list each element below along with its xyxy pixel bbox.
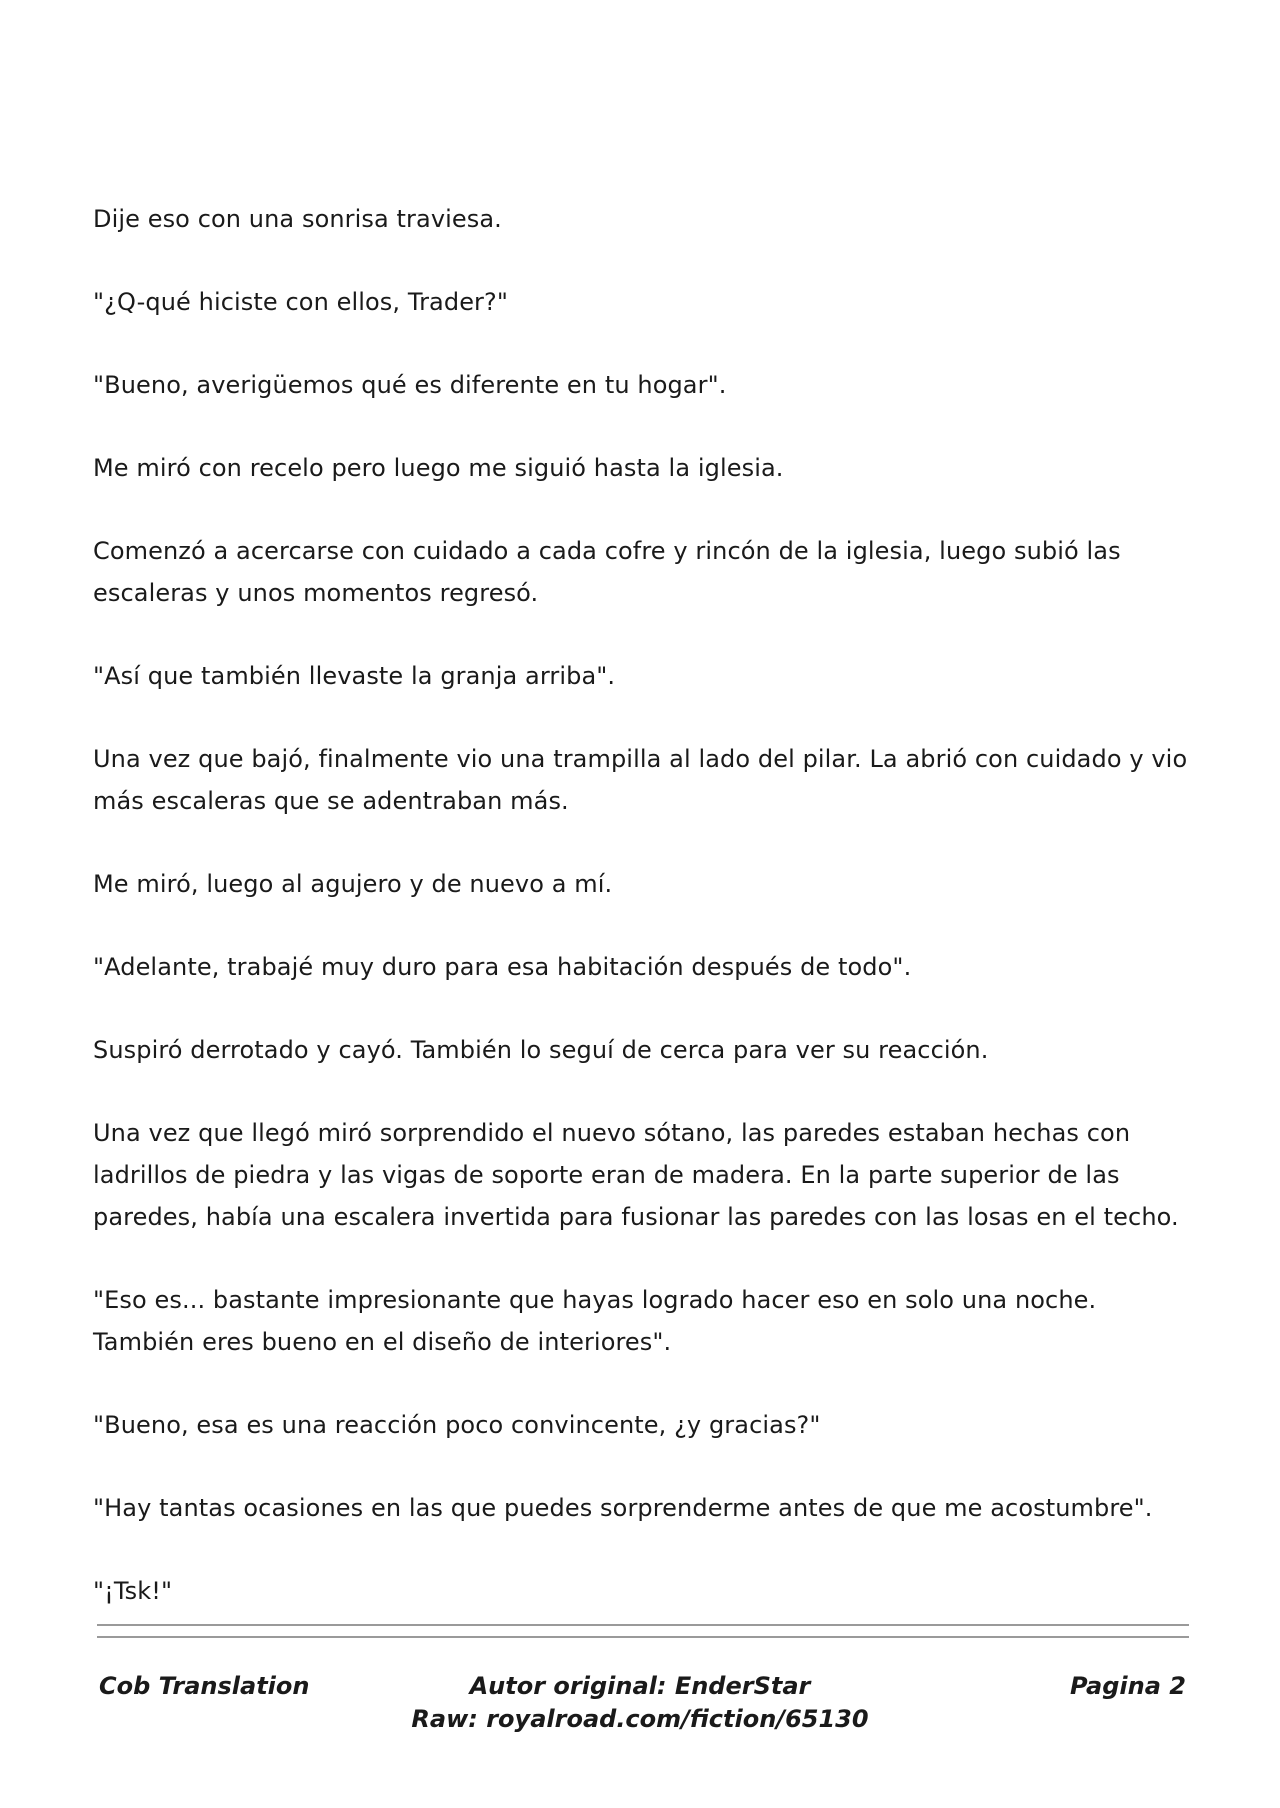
paragraph: "Así que también llevaste la granja arriba".: [93, 662, 616, 690]
paragraph: Comenzó a acercarse con cuidado a cada cofre y rincón de la iglesia, luego subió las escaleras y unos momentos regresó.: [93, 537, 1121, 607]
footer-translator: Cob Translation: [99, 1672, 310, 1700]
paragraph: Suspiró derrotado y cayó. También lo seguí de cerca para ver su reacción.: [93, 1036, 989, 1064]
paragraph: "¡Tsk!": [93, 1577, 173, 1605]
paragraph: "Adelante, trabajé muy duro para esa habitación después de todo".: [93, 953, 912, 981]
footer-author: Autor original: EnderStar: [469, 1672, 811, 1700]
paragraph: "Eso es... bastante impresionante que hayas logrado hacer eso en solo una noche. También eres bueno en el diseño de interiores".: [93, 1286, 1097, 1356]
paragraph: "Hay tantas ocasiones en las que puedes sorprenderme antes de que me acostumbre".: [93, 1494, 1153, 1522]
footer-divider-top: [97, 1624, 1189, 1626]
footer-page-number: Pagina 2: [1070, 1672, 1186, 1700]
paragraph: Una vez que llegó miró sorprendido el nuevo sótano, las paredes estaban hechas con ladrillos de piedra y las vigas de soporte eran de madera. En la parte superior de las paredes, había una escalera invertida para fusionar las paredes con las losas en el techo.: [93, 1119, 1179, 1231]
paragraph: "¿Q-qué hiciste con ellos, Trader?": [93, 288, 509, 316]
footer-divider-bottom: [97, 1636, 1189, 1638]
paragraph: "Bueno, esa es una reacción poco convincente, ¿y gracias?": [93, 1411, 821, 1439]
paragraph: "Bueno, averigüemos qué es diferente en tu hogar".: [93, 371, 727, 399]
paragraph: Una vez que bajó, finalmente vio una trampilla al lado del pilar. La abrió con cuidado y vio más escaleras que se adentraban más.: [93, 745, 1188, 815]
paragraph: Me miró con recelo pero luego me siguió hasta la iglesia.: [93, 454, 784, 482]
footer-raw-source: Raw: royalroad.com/fiction/65130: [411, 1705, 869, 1733]
paragraph: Dije eso con una sonrisa traviesa.: [93, 205, 502, 233]
body-text: [93, 198, 1193, 1653]
paragraph: Me miró, luego al agujero y de nuevo a mí.: [93, 870, 613, 898]
